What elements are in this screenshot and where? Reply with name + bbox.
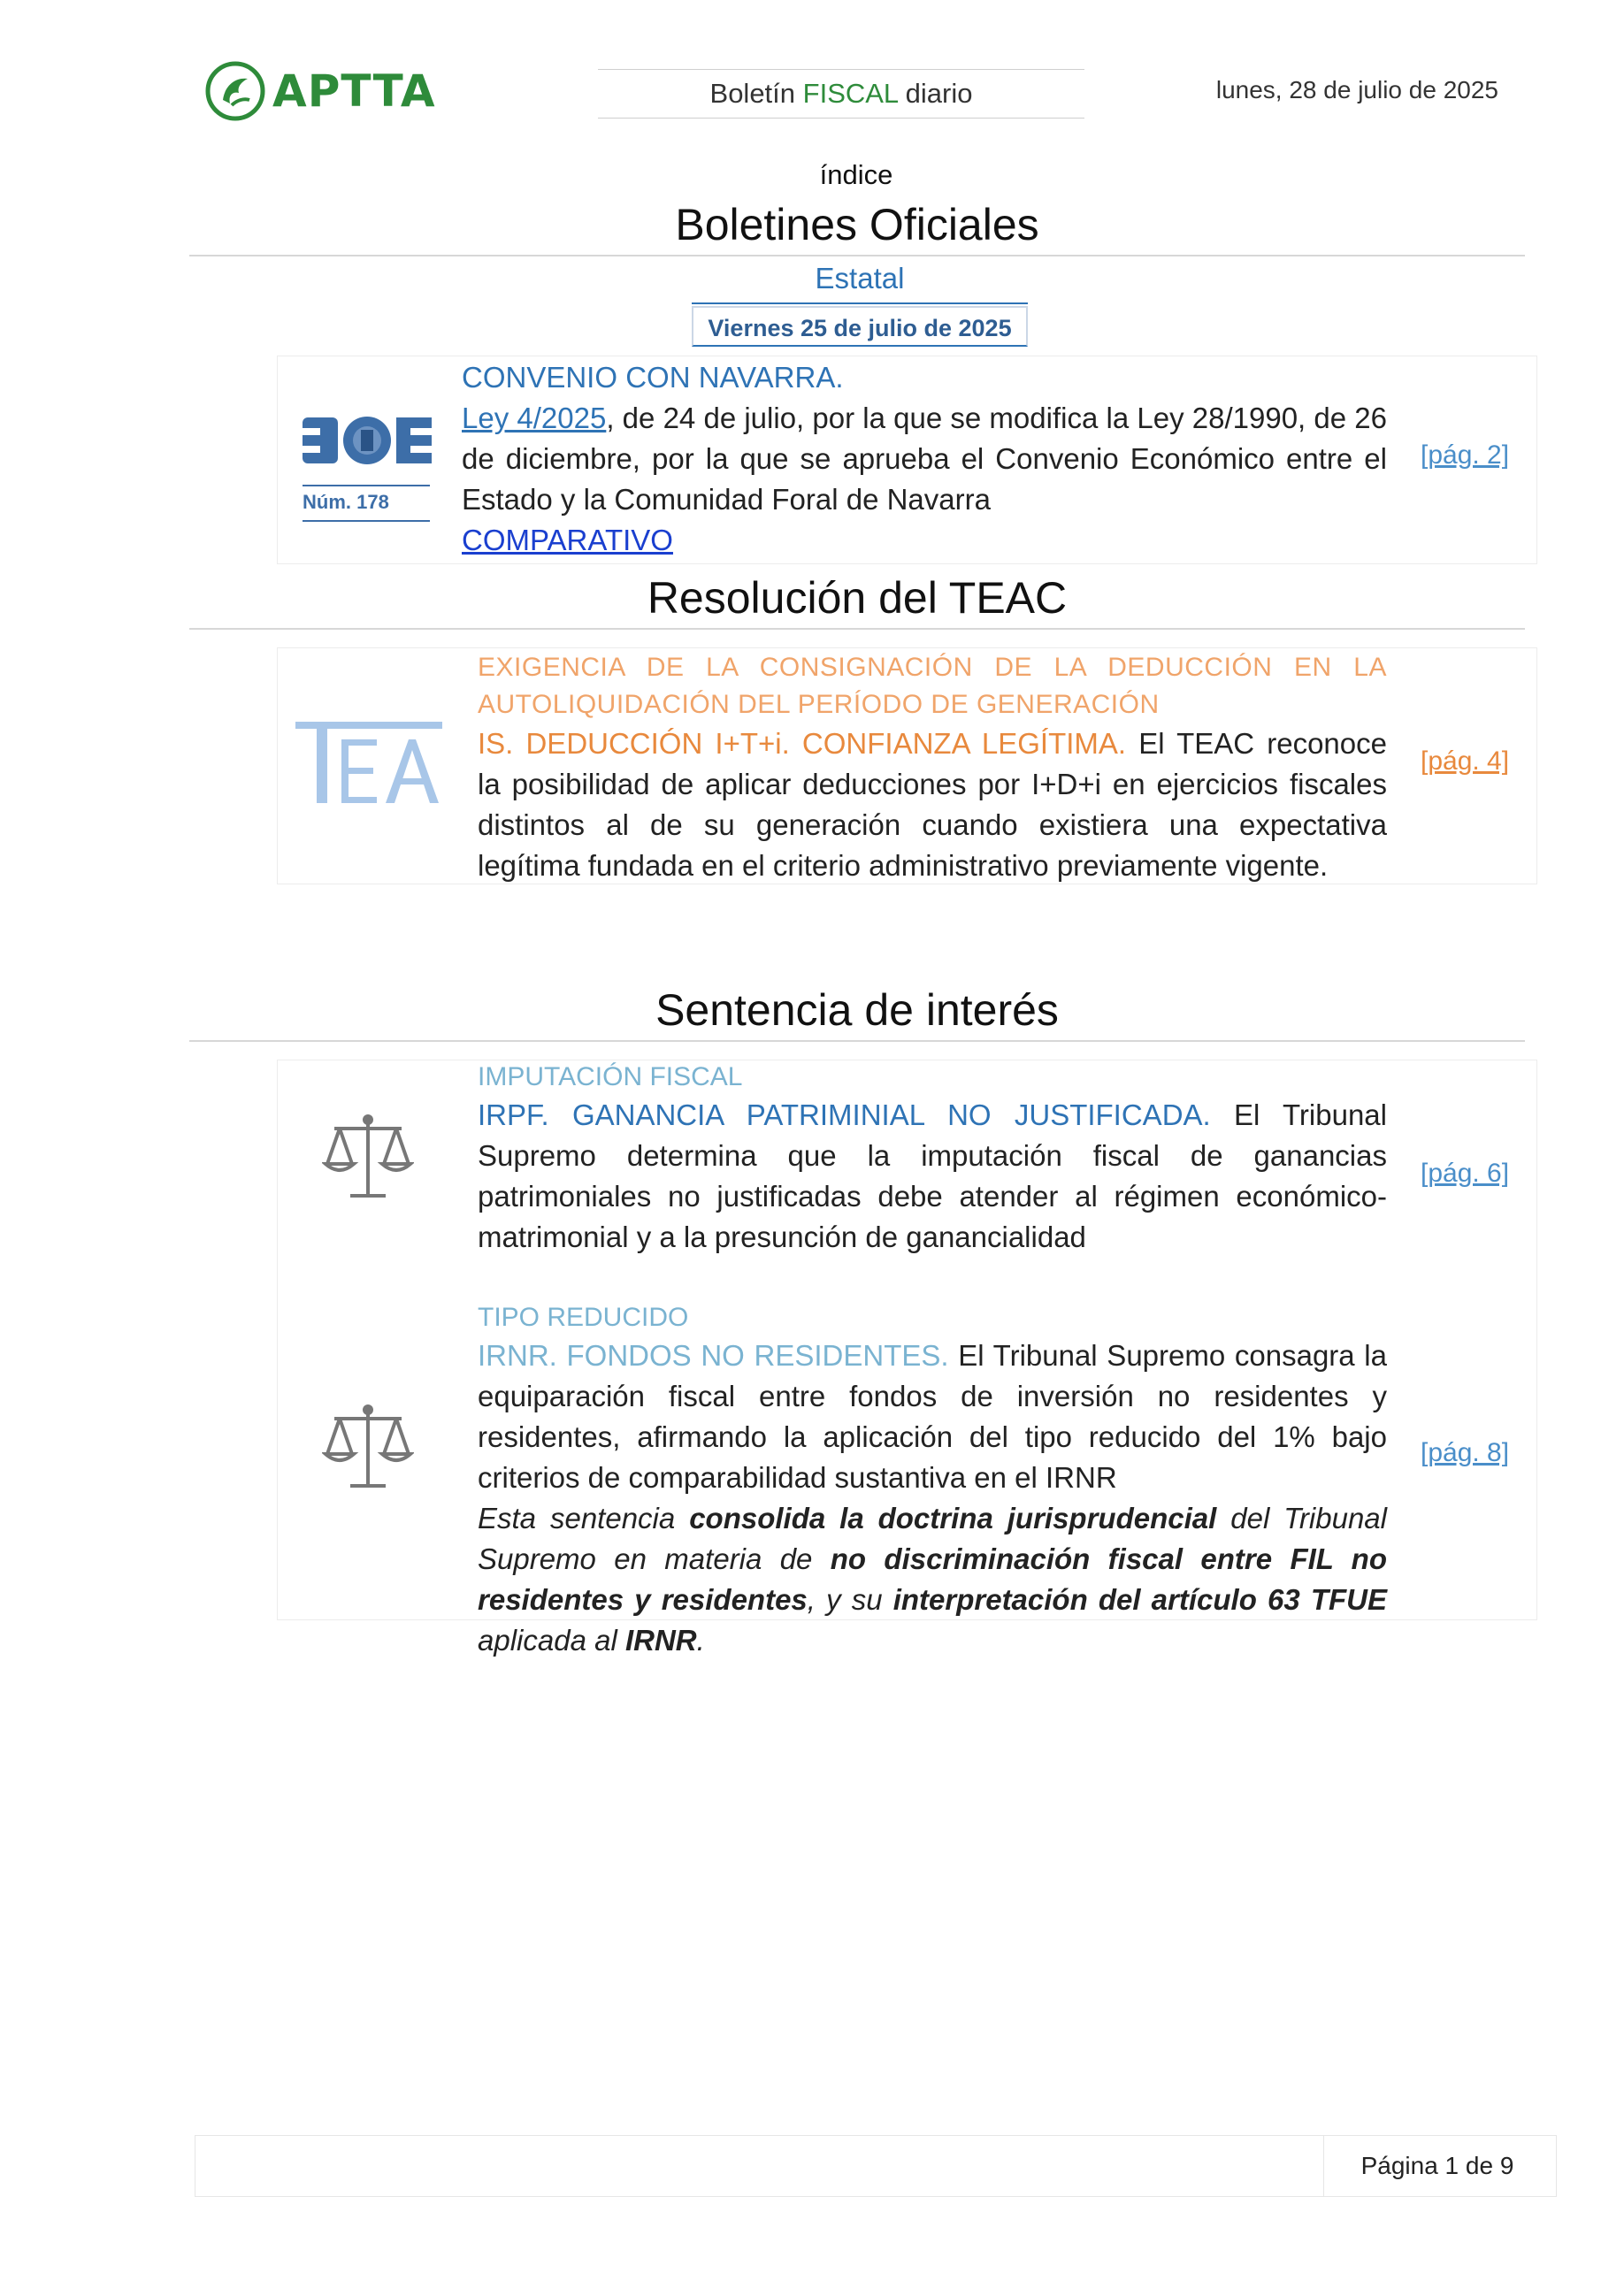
law-link[interactable]: Ley 4/2025: [462, 402, 607, 434]
boe-entry-text: [462, 357, 1387, 561]
sentencia-1-body: El Tribunal Supremo determina que la imputación fiscal de ganancias patrimoniales no justificadas debe atender al régimen económico-matrimonial y a la presunción de ganancialidad: [478, 1098, 1387, 1253]
sentencia-2-note: Esta sentencia consolida la doctrina jurisprudencial del Tribunal Supremo en materia de no discriminación fiscal entre FIL no residentes y residentes, y su interpretación del artículo 63 TFUE aplicada al IRNR.: [478, 1502, 1388, 1657]
bulletin-title: Boletín FISCAL diario: [598, 69, 1084, 119]
section-title-boletines: Boletines Oficiales: [189, 196, 1525, 256]
sentencia-2-heading: TIPO REDUCIDO: [478, 1303, 689, 1332]
sentencia-2-body: El Tribunal Supremo consagra la equiparación fiscal entre fondos de inversión no residentes y residentes, afirmando la aplicación del tipo reducido del 1% bajo criterios de comparabilidad sustantiva en el IRNR: [478, 1339, 1387, 1494]
tea-logo: [295, 713, 442, 810]
boe-logo-icon: [301, 409, 433, 479]
sentencia-1-heading: IMPUTACIÓN FISCAL: [478, 1062, 743, 1091]
teac-entry-heading: EXIGENCIA DE LA CONSIGNACIÓN DE LA DEDUCCIÓN EN LA AUTOLIQUIDACIÓN DEL PERÍODO DE GENERACIÓN: [478, 653, 1387, 719]
page-ref-link[interactable]: [pág. 8]: [1421, 1438, 1510, 1467]
logo-text: APTTA: [272, 65, 436, 117]
scales-of-justice-icon: [322, 1113, 414, 1205]
boe-entry-body: , de 24 de julio, por la que se modifica la Ley 28/1990, de 26 de diciembre, por la que se aprueba el Convenio Económico entre el Estado y la Comunidad Foral de Navarra: [462, 402, 1387, 516]
boletin-date-badge: Viernes 25 de julio de 2025: [692, 306, 1028, 347]
page-ref-link[interactable]: [pág. 6]: [1421, 1159, 1510, 1188]
section-subtitle-estatal: Estatal: [692, 258, 1028, 304]
header-date: lunes, 28 de julio de 2025: [1215, 76, 1498, 103]
index-label: índice: [819, 159, 893, 190]
boe-entry-heading: CONVENIO CON NAVARRA.: [462, 361, 844, 394]
boe-number: Núm. 178: [303, 485, 430, 522]
page-ref-link[interactable]: [pág. 2]: [1421, 440, 1510, 470]
comparativo-link[interactable]: COMPARATIVO: [462, 524, 673, 556]
sentencia-entry-2: [478, 1300, 1387, 1661]
page-number: Página 1 de 9: [1360, 2152, 1514, 2179]
scales-of-justice-icon: [322, 1403, 414, 1495]
aptta-emblem-icon: [205, 61, 265, 121]
tea-logo-icon: [295, 713, 442, 810]
page-ref-link[interactable]: [pág. 4]: [1421, 746, 1510, 776]
section-title-teac: Resolución del TEAC: [189, 570, 1525, 630]
teac-entry-body: El TEAC reconoce la posibilidad de aplicar deducciones por I+D+i en ejercicios fiscales distintos al de su generación cuando existiera una expectativa legítima fundada en el criterio administrativo previamente vigente.: [478, 727, 1387, 882]
teac-entry-subheading: IS. DEDUCCIÓN I+T+i. CONFIANZA LEGÍTIMA.: [478, 727, 1127, 760]
sentencia-2-subheading: IRNR. FONDOS NO RESIDENTES.: [478, 1339, 949, 1372]
section-title-sentencia: Sentencia de interés: [189, 982, 1525, 1042]
footer-divider: [1323, 2135, 1324, 2197]
teac-entry-text: [478, 649, 1387, 886]
sentencia-entry-1: [478, 1060, 1387, 1258]
sentencia-1-subheading: IRPF. GANANCIA PATRIMINIAL NO JUSTIFICADA.: [478, 1098, 1211, 1131]
aptta-logo: [205, 58, 453, 124]
